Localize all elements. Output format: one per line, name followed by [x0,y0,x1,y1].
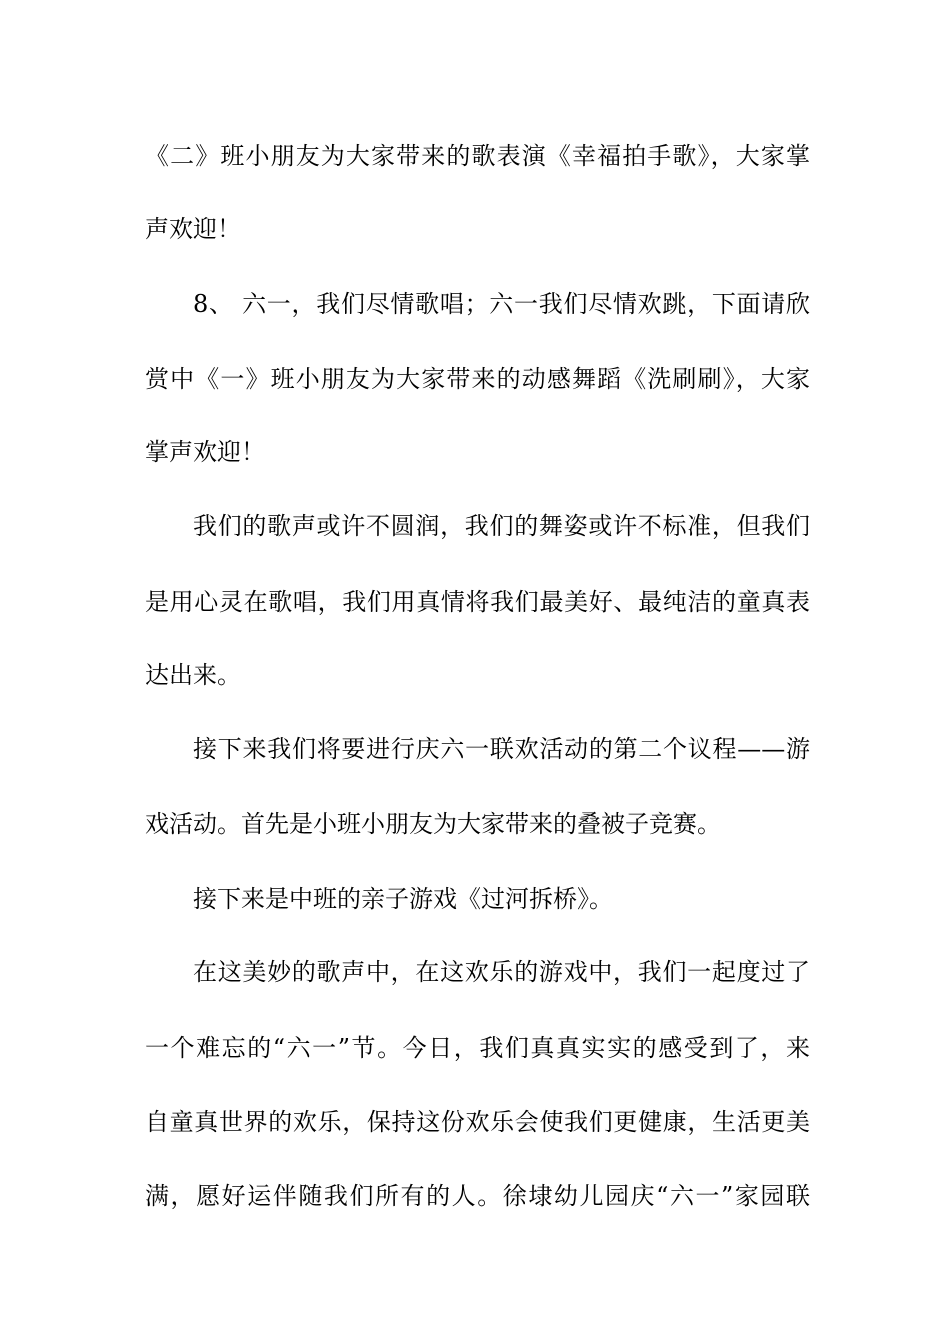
text-line-5: 掌声欢迎！ [145,438,265,466]
text-line-7: 是用心灵在歌唱，我们用真情将我们最美好、最纯洁的童真表 [145,588,810,616]
text-line-3: 8、 六一，我们尽情歌唱；六一我们尽情欢跳，下面请欣 [193,290,810,318]
text-line-12: 在这美妙的歌声中，在这欢乐的游戏中，我们一起度过了 [193,958,810,986]
text-line-10: 戏活动。首先是小班小朋友为大家带来的叠被子竞赛。 [145,810,721,838]
text-line-2: 声欢迎！ [145,215,241,243]
text-line-11: 接下来是中班的亲子游戏《过河拆桥》。 [193,885,613,913]
text-line-13: 一个难忘的“六一”节。今日，我们真真实实的感受到了，来 [145,1034,810,1062]
text-line-4: 赏中《一》班小朋友为大家带来的动感舞蹈《洗刷刷》，大家 [145,365,810,393]
text-line-8: 达出来。 [145,661,241,689]
text-line-6: 我们的歌声或许不圆润，我们的舞姿或许不标准，但我们 [193,512,810,540]
text-line-1: 《二》班小朋友为大家带来的歌表演《幸福拍手歌》，大家掌 [145,142,810,170]
text-line-14: 自童真世界的欢乐，保持这份欢乐会使我们更健康，生活更美 [145,1108,810,1136]
text-line-9: 接下来我们将要进行庆六一联欢活动的第二个议程——游 [193,735,810,763]
text-line-15: 满，愿好运伴随我们所有的人。徐埭幼儿园庆“六一”家园联 [145,1182,810,1210]
